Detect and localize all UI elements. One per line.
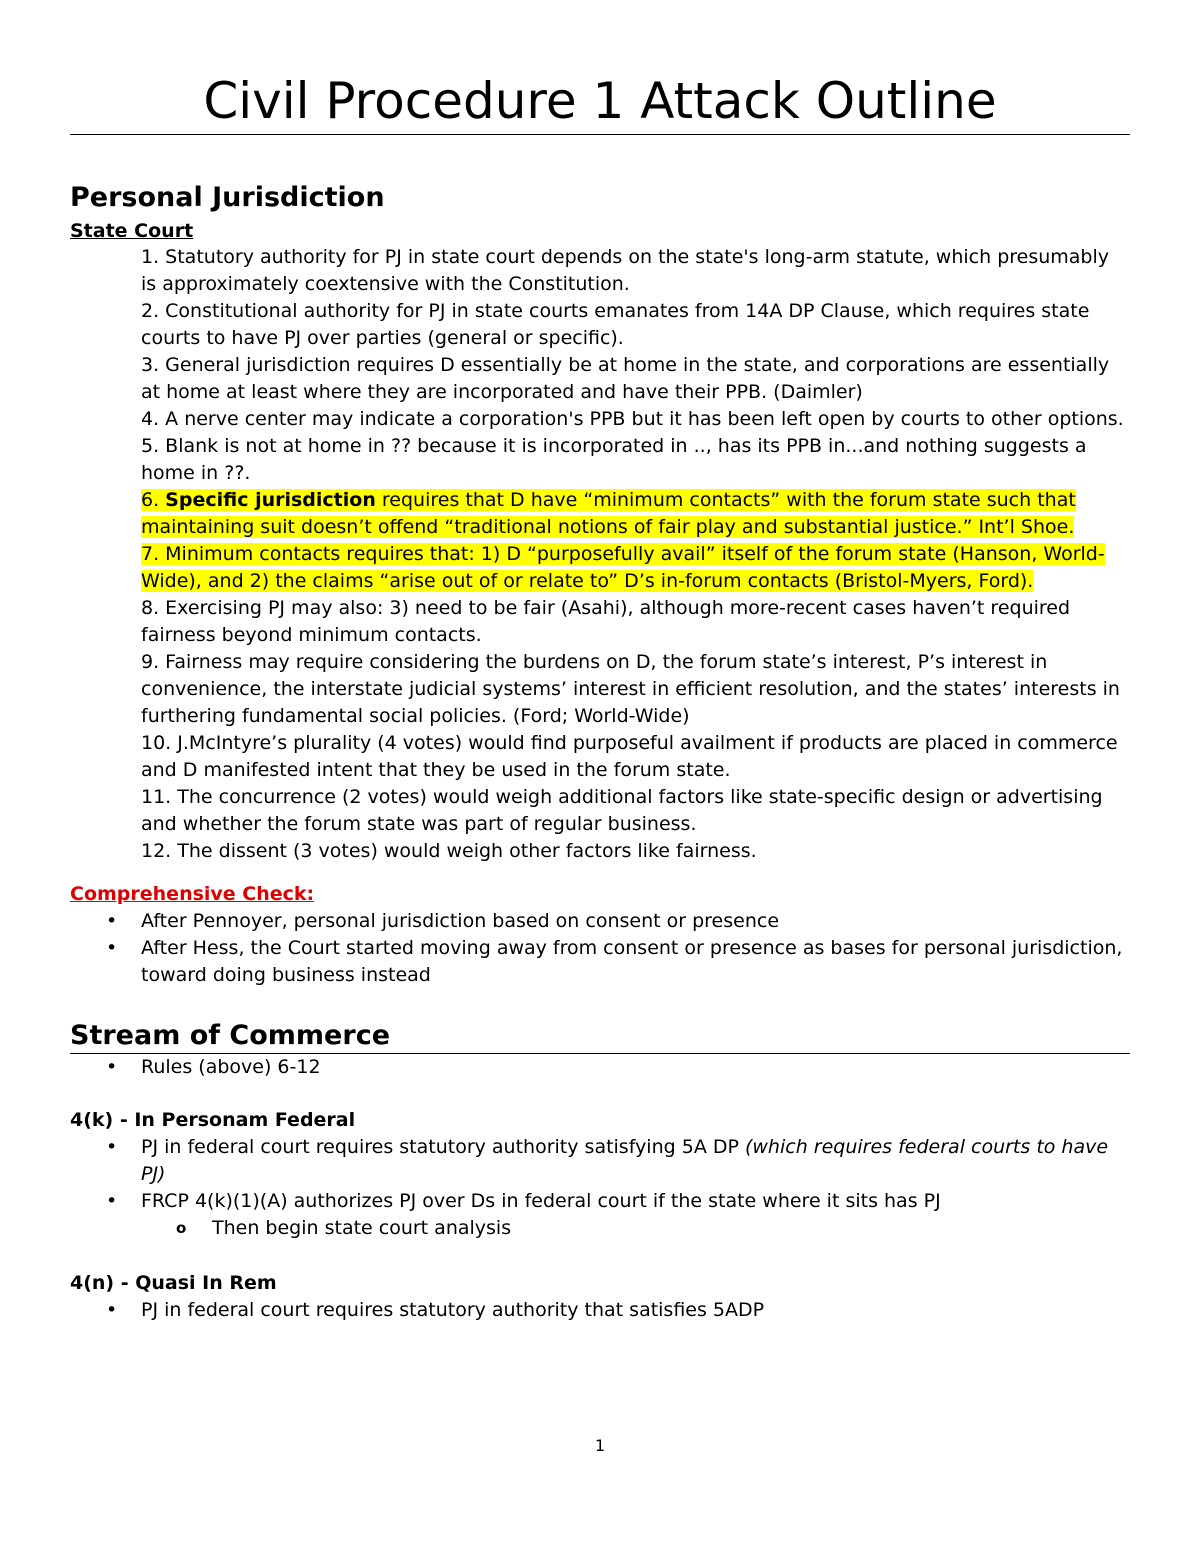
rule-4n-heading: 4(n) - Quasi In Rem (70, 1272, 277, 1294)
personal-jurisdiction-heading: Personal Jurisdiction (70, 182, 385, 213)
rule-9: 9. Fairness may require considering the burdens on D, the forum state’s interest, P’s interest in convenience, the interstate judicial systems’ interest in efficient resolution, and the states’ interests in furthering fundamental social policies. (Ford; World-Wide) (141, 651, 1120, 727)
document-page (70, 0, 1130, 1324)
personal-jurisdiction-section (70, 181, 1130, 989)
stream-of-commerce-list (70, 1054, 1130, 1081)
rule-10: 10. J.McIntyre’s plurality (4 votes) would find purposeful availment if products are placed in commerce and D manifested intent that they be used in the forum state. (141, 732, 1118, 781)
bullet-glyph: • (106, 910, 118, 932)
page-number: 1 (594, 1436, 606, 1455)
rule-4k-list (70, 1134, 1130, 1215)
rule-6-bold-term: Specific jurisdiction (165, 489, 376, 511)
rule-8: 8. Exercising PJ may also: 3) need to be fair (Asahi), although more-recent cases haven’t required fairness beyond minimum contacts. (141, 597, 1071, 646)
rule-4k-sub-list (70, 1215, 1130, 1242)
bullet-glyph: • (106, 1056, 118, 1078)
rule-5: 5. Blank is not at home in ?? because it is incorporated in .., has its PPB in...and nothing suggests a home in ??. (141, 435, 1087, 484)
rule-4k-heading: 4(k) - In Personam Federal (70, 1109, 356, 1131)
rule-4k-section (70, 1107, 1130, 1242)
state-court-heading: State Court (70, 220, 194, 242)
rule-4n-section (70, 1270, 1130, 1324)
list-item: • After Hess, the Court started moving away from consent or presence as bases for personal jurisdiction, toward doing business instead (106, 937, 1123, 986)
list-item: • PJ in federal court requires statutory authority satisfying 5A DP (which requires federal courts to have PJ) (106, 1136, 1109, 1185)
comprehensive-check-heading: Comprehensive Check: (70, 883, 315, 905)
stream-of-commerce-section (70, 1019, 1130, 1081)
stream-of-commerce-heading: Stream of Commerce (70, 1019, 1130, 1054)
bullet-glyph: • (106, 1136, 118, 1158)
rule-2: 2. Constitutional authority for PJ in state courts emanates from 14A DP Clause, which requires state courts to have PJ over parties (general or specific). (141, 300, 1090, 349)
sub-bullet-glyph: o (176, 1219, 187, 1237)
rule-3: 3. General jurisdiction requires D essentially be at home in the state, and corporations are essentially at home at least where they are incorporated and have their PPB. (Daimler) (141, 354, 1110, 403)
bullet-glyph: • (106, 1190, 118, 1212)
rule-1: 1. Statutory authority for PJ in state court depends on the state's long-arm statute, which presumably is approximately coextensive with the Constitution. (141, 246, 1110, 295)
state-court-rules-list (70, 244, 1130, 865)
bullet-glyph: • (106, 1299, 118, 1321)
list-item: • FRCP 4(k)(1)(A) authorizes PJ over Ds in federal court if the state where it sits has PJ (70, 1188, 1130, 1215)
rule-6-prefix: 6. (141, 489, 166, 511)
rule-4: 4. A nerve center may indicate a corporation's PPB but it has been left open by courts to other options. (141, 408, 1124, 430)
list-item: • After Pennoyer, personal jurisdiction based on consent or presence (70, 908, 1130, 935)
comprehensive-check-list (70, 908, 1130, 989)
rule-7 (141, 541, 1130, 595)
document-title: Civil Procedure 1 Attack Outline (70, 0, 1130, 135)
rule-4n-list (70, 1297, 1130, 1324)
rule-7-text: 7. Minimum contacts requires that: 1) D “purposefully avail” itself of the forum state (Hanson, World-Wide), and 2) the claims “arise out of or relate to” D’s in-forum contacts (Bristol-Myers, Ford). (141, 543, 1105, 592)
list-item: • Rules (above) 6-12 (70, 1054, 1130, 1081)
rule-6 (141, 487, 1130, 541)
rule-6-text: requires that D have “minimum contacts” with the forum state such that maintaining suit doesn’t offend “traditional notions of fair play and substantial justice.” Int’l Shoe. (141, 489, 1076, 538)
list-item: o Then begin state court analysis (70, 1215, 1130, 1242)
rule-11: 11. The concurrence (2 votes) would weigh additional factors like state-specific design or advertising and whether the forum state was part of regular business. (141, 786, 1103, 835)
list-item: • PJ in federal court requires statutory authority that satisfies 5ADP (70, 1297, 1130, 1324)
bullet-glyph: • (106, 937, 118, 959)
rule-12: 12. The dissent (3 votes) would weigh other factors like fairness. (141, 840, 757, 862)
